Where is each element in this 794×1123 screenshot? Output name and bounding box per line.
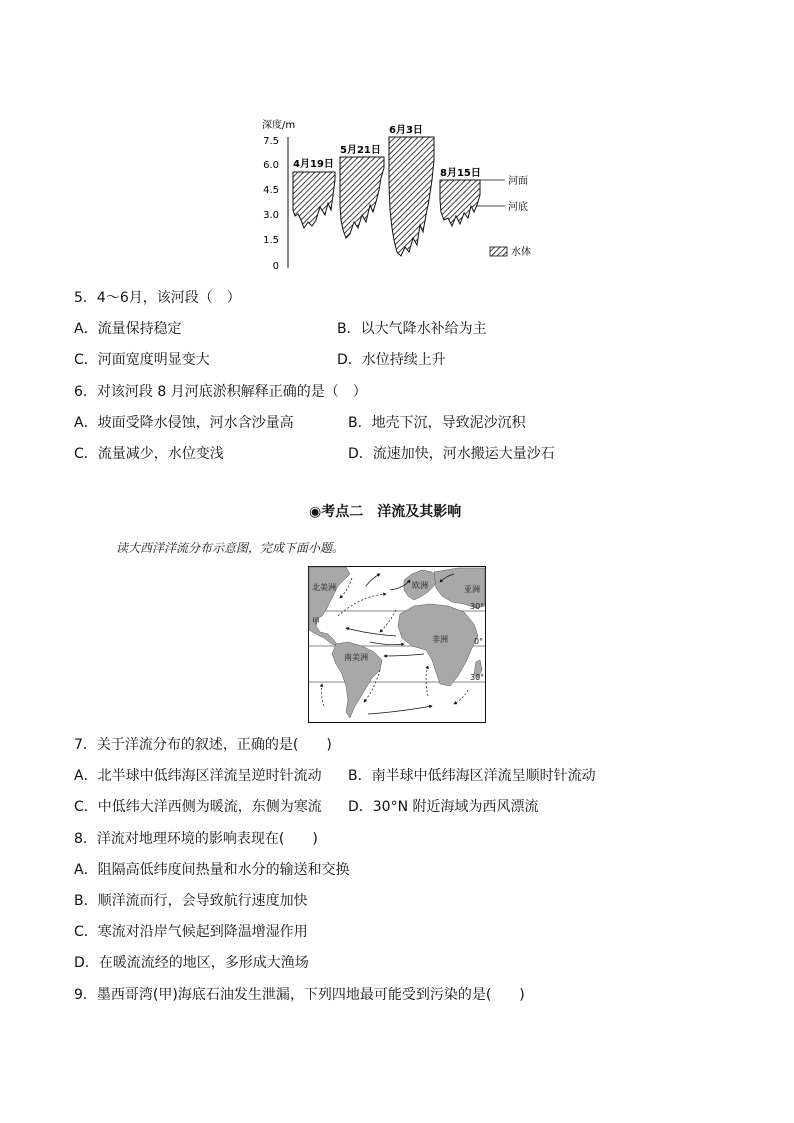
q7-option-d[interactable]: D．30°N 附近海域为西风漂流 xyxy=(348,799,539,815)
q5-option-b[interactable]: B．以大气降水补给为主 xyxy=(337,321,487,337)
y-ticks xyxy=(263,136,279,272)
lat-0-label: 0° xyxy=(474,637,484,646)
q6-stem: 6．对该河段 8 月河底淤积解释正确的是（ ） xyxy=(74,384,367,400)
q5-option-a[interactable]: A．流量保持稳定 xyxy=(74,321,182,337)
europe-label: 欧洲 xyxy=(412,581,428,590)
y-tick-label: 6.0 xyxy=(263,160,279,171)
q5-stem: 5．4～6月，该河段（ ） xyxy=(74,290,241,306)
north-america-label: 北美洲 xyxy=(312,583,336,592)
asia-label: 亚洲 xyxy=(464,585,480,594)
q7-option-c[interactable]: C．中低纬大洋西侧为暖流，东侧为寒流 xyxy=(74,799,322,815)
bottom-label: 河底 xyxy=(508,202,528,213)
south-america-label: 南美洲 xyxy=(344,653,368,662)
q5-option-d[interactable]: D．水位持续上升 xyxy=(337,352,446,368)
profile-aug15 xyxy=(440,180,480,226)
river-depth-figure xyxy=(255,115,555,275)
legend-label: 水体 xyxy=(511,247,531,258)
y-axis-label: 深度/m xyxy=(262,120,296,131)
profile-jun3 xyxy=(389,137,434,256)
y-tick-label: 7.5 xyxy=(263,136,279,147)
q6-option-c[interactable]: C．流量减少，水位变浅 xyxy=(74,446,224,462)
profile-may21 xyxy=(340,157,384,238)
q7-option-b[interactable]: B．南半球中低纬海区洋流呈顺时针流动 xyxy=(348,768,596,784)
profile-apr19 xyxy=(293,172,335,228)
q8-option-a[interactable]: A．阻隔高低纬度间热量和水分的输送和交换 xyxy=(74,862,350,878)
y-tick-label: 4.5 xyxy=(263,185,279,196)
section-title: ◉考点二 洋流及其影响 xyxy=(309,504,462,520)
y-tick-label: 0 xyxy=(272,261,279,272)
date-label-apr19: 4月19日 xyxy=(293,159,334,170)
intro-text: 读大西洋洋流分布示意图，完成下面小题。 xyxy=(116,541,345,555)
date-label-may21: 5月21日 xyxy=(340,145,381,156)
jia-label: 甲 xyxy=(312,617,320,626)
date-label-jun3: 6月3日 xyxy=(389,125,423,136)
atlantic-currents-map xyxy=(308,566,486,723)
y-tick-label: 1.5 xyxy=(263,235,279,246)
q9-stem: 9．墨西哥湾(甲)海底石油发生泄漏，下列四地最可能受到污染的是( ) xyxy=(74,987,525,1003)
q8-option-c[interactable]: C．寒流对沿岸气候起到降温增湿作用 xyxy=(74,924,308,940)
q7-option-a[interactable]: A．北半球中低纬海区洋流呈逆时针流动 xyxy=(74,768,322,784)
q7-stem: 7．关于洋流分布的叙述，正确的是( ) xyxy=(74,737,332,753)
q5-option-c[interactable]: C．河面宽度明显变大 xyxy=(74,352,210,368)
surface-label: 河面 xyxy=(508,176,528,187)
legend-swatch xyxy=(490,247,507,256)
q8-stem: 8．洋流对地理环境的影响表现在( ) xyxy=(74,831,318,847)
lat-30s-label: 30° xyxy=(470,673,485,682)
date-label-aug15: 8月15日 xyxy=(440,168,481,179)
lat-30n-label: 30° xyxy=(470,602,485,611)
q6-option-b[interactable]: B．地壳下沉，导致泥沙沉积 xyxy=(348,415,526,431)
y-tick-label: 3.0 xyxy=(263,210,279,221)
q8-option-b[interactable]: B．顺洋流而行，会导致航行速度加快 xyxy=(74,893,308,909)
q6-option-a[interactable]: A．坡面受降水侵蚀，河水含沙量高 xyxy=(74,415,294,431)
q6-option-d[interactable]: D．流速加快，河水搬运大量沙石 xyxy=(348,446,555,462)
africa-label: 非洲 xyxy=(432,635,448,644)
q8-option-d[interactable]: D．在暖流流经的地区，多形成大渔场 xyxy=(74,955,309,971)
